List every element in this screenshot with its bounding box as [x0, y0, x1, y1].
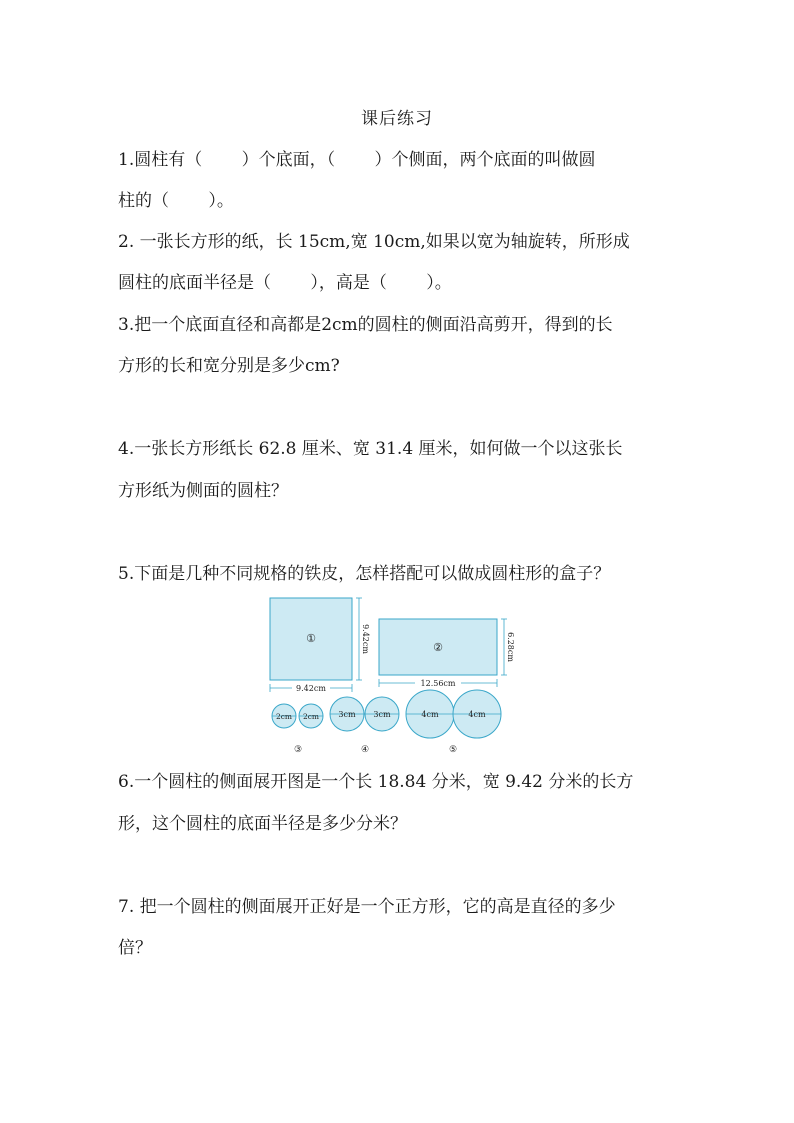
circle-4b-label: 3cm	[373, 710, 391, 719]
group-4-label: ④	[360, 745, 370, 755]
group-5-label: ⑤	[448, 745, 458, 755]
question-2-line-2: 圆柱的底面半径是（ ），高是（ ）。	[118, 273, 452, 293]
question-7-line-1: 7. 把一个圆柱的侧面展开正好是一个正方形，它的高是直径的多少	[118, 897, 616, 917]
question-4-line-2: 方形纸为侧面的圆柱？	[118, 481, 288, 501]
sheet-1-height-label: 9.42cm	[361, 624, 370, 654]
sheet-2-width-label: 12.56cm	[420, 679, 456, 688]
circle-4a-label: 3cm	[338, 710, 356, 719]
sheet-1-label: ①	[306, 632, 316, 645]
tin-sheets-svg	[262, 594, 526, 760]
sheet-2-label: ②	[433, 641, 443, 654]
circle-3a-label: 2cm	[275, 712, 293, 721]
question-2-line-1: 2. 一张长方形的纸，长 15cm,宽 10cm,如果以宽为轴旋转，所形成	[118, 232, 630, 252]
question-1-line-1: 1.圆柱有（ ）个底面，（ ）个侧面，两个底面的叫做圆	[118, 150, 596, 170]
question-4-line-1: 4.一张长方形纸长 62.8 厘米、宽 31.4 厘米，如何做一个以这张长	[118, 439, 623, 459]
group-3-label: ③	[293, 745, 303, 755]
circle-5b-label: 4cm	[468, 710, 486, 719]
sheet-1-width-label: 9.42cm	[296, 684, 326, 693]
tin-sheets-figure	[262, 594, 526, 760]
circle-5a-label: 4cm	[421, 710, 439, 719]
question-3-line-1: 3.把一个底面直径和高都是2cm的圆柱的侧面沿高剪开，得到的长	[118, 315, 613, 335]
question-7-line-2: 倍？	[118, 938, 152, 958]
circle-3b-label: 2cm	[302, 712, 320, 721]
sheet-2-height-label: 6.28cm	[506, 632, 515, 662]
question-6-line-1: 6.一个圆柱的侧面展开图是一个长 18.84 分米，宽 9.42 分米的长方	[118, 772, 634, 792]
page-title: 课后练习	[361, 109, 433, 129]
question-1-line-2: 柱的（ ）。	[118, 191, 234, 211]
question-5-line-1: 5.下面是几种不同规格的铁皮，怎样搭配可以做成圆柱形的盒子？	[118, 564, 611, 584]
question-6-line-2: 形，这个圆柱的底面半径是多少分米？	[118, 814, 407, 834]
question-3-line-2: 方形的长和宽分别是多少cm?	[118, 356, 340, 376]
